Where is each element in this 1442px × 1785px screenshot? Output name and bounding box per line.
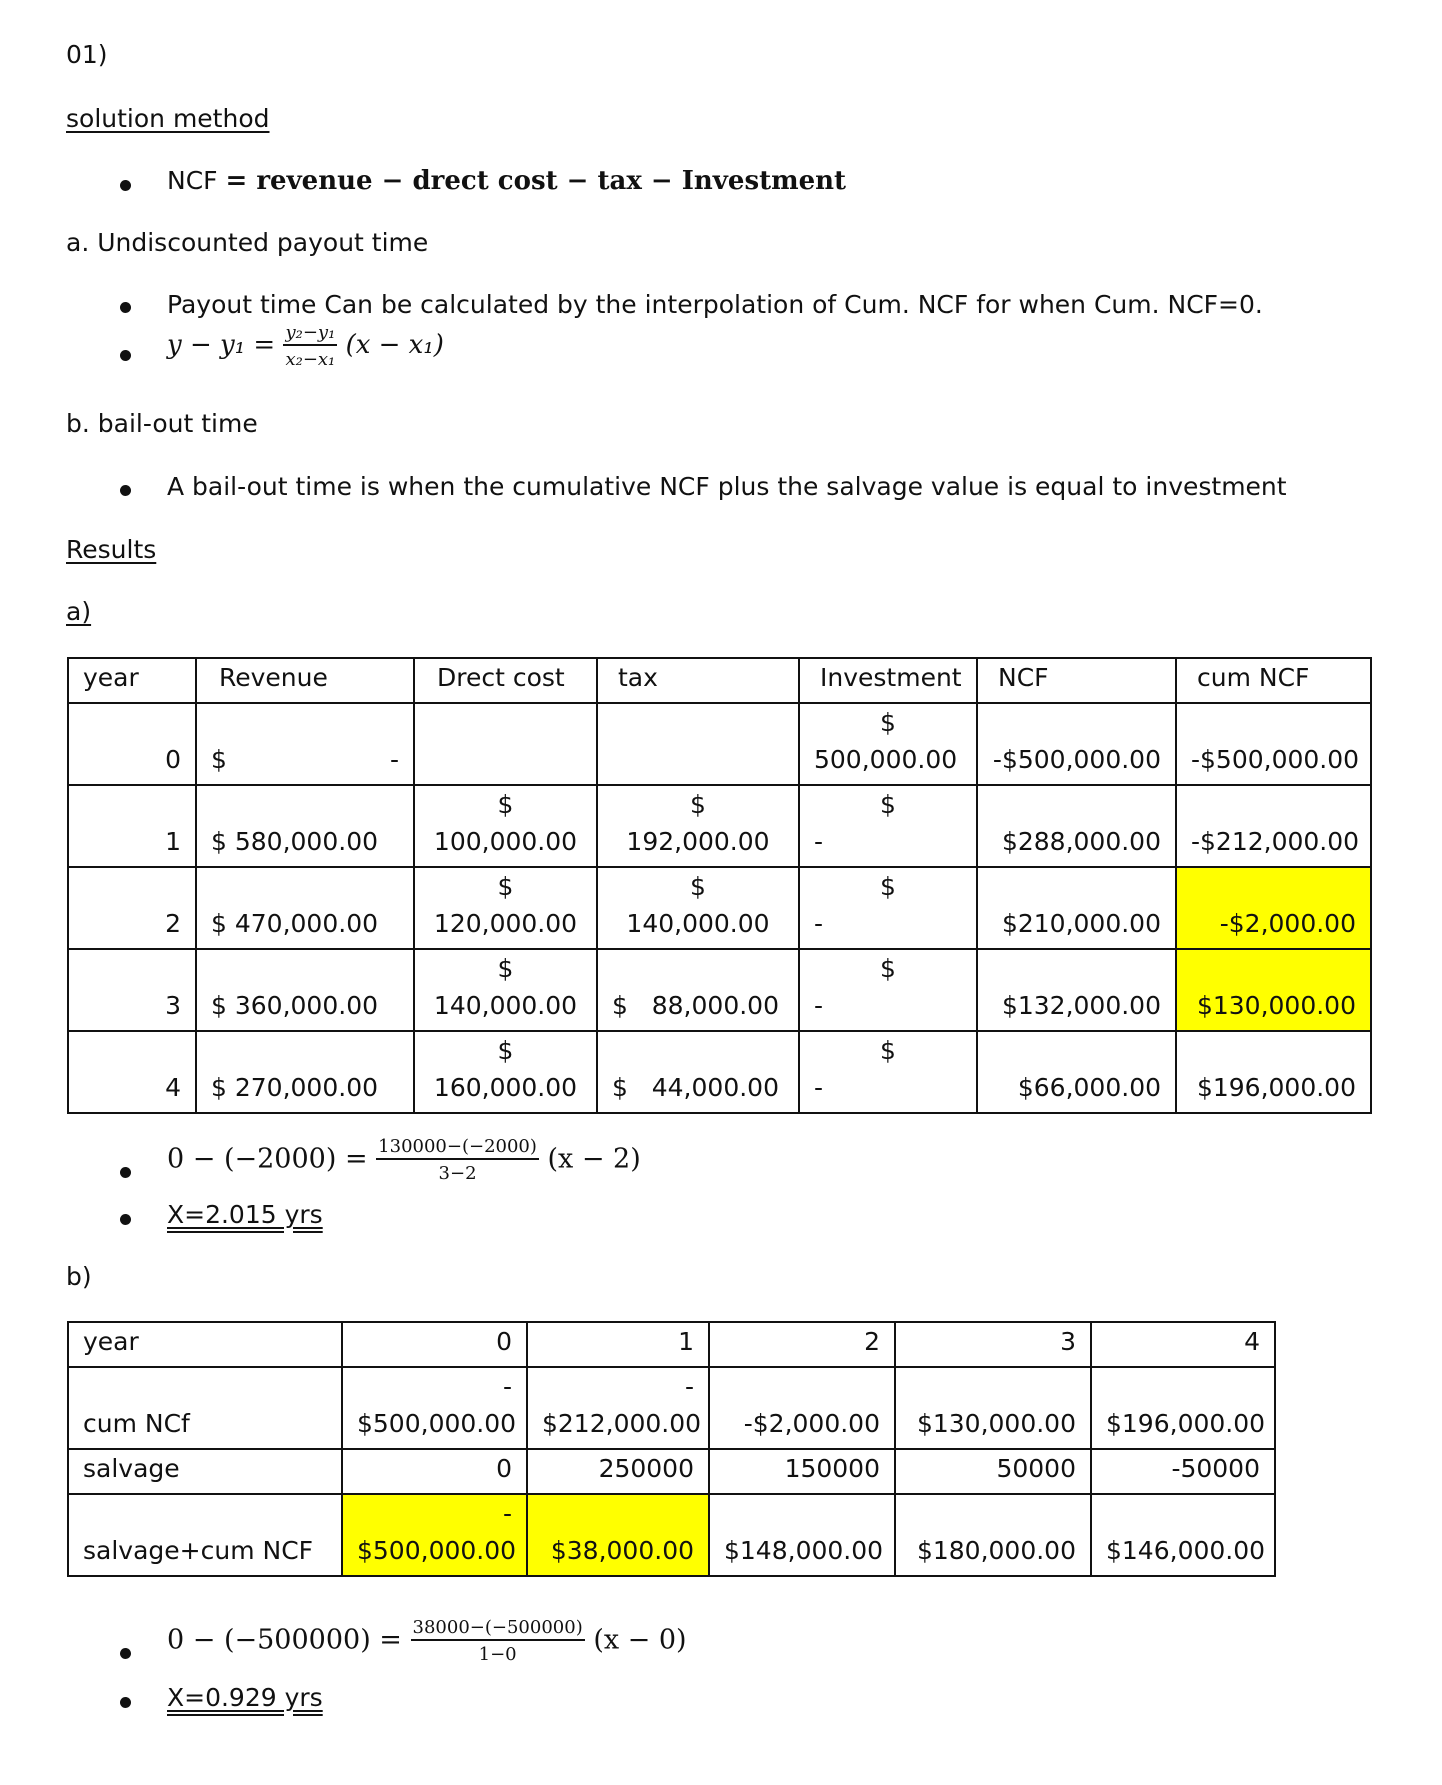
table-row <box>68 1031 1371 1113</box>
cell-salvage: -50000 <box>1091 1449 1275 1494</box>
cell-cum-ncf <box>709 1367 895 1449</box>
ncf-formula <box>167 166 846 196</box>
row-label-salvage: salvage <box>68 1449 342 1494</box>
cell-investment <box>799 1031 977 1113</box>
cell-cum-ncf-highlighted: $130,000.00 <box>1176 949 1371 1031</box>
tax-value: 192,000.00 <box>626 827 770 856</box>
eq-b-numerator: 38000−(−500000) <box>411 1617 585 1641</box>
investment-value: - <box>814 827 824 856</box>
cost-value: 120,000.00 <box>433 909 578 938</box>
cost-symbol: $ <box>497 790 514 819</box>
bullet-icon <box>120 1648 131 1659</box>
cell-revenue <box>196 703 414 785</box>
header-year: year <box>68 1322 342 1367</box>
header-year-3: 3 <box>895 1322 1091 1367</box>
header-year-4: 4 <box>1091 1322 1275 1367</box>
cell-cum-ncf <box>895 1367 1091 1449</box>
eq-a-rhs: (x − 2) <box>547 1143 641 1175</box>
header-drect-cost: Drect cost <box>414 658 597 703</box>
result-a: X=2.015 yrs <box>167 1200 323 1229</box>
cell-investment <box>799 949 977 1031</box>
tax-value: $ 44,000.00 <box>612 1073 779 1102</box>
revenue-value: 360,000.00 <box>234 991 378 1020</box>
bailout-table <box>67 1321 1276 1577</box>
part-b-label: b) <box>66 1262 92 1291</box>
currency-symbol: $ <box>211 909 227 938</box>
cum-ncf-row <box>68 1367 1275 1449</box>
investment-symbol: $ <box>880 708 896 737</box>
bullet-icon <box>120 350 131 361</box>
investment-symbol: $ <box>880 790 896 819</box>
cell-revenue <box>196 1031 414 1113</box>
investment-symbol: $ <box>880 954 896 983</box>
investment-value: - <box>814 909 824 938</box>
cum-value: -$2,000.00 <box>743 1409 880 1438</box>
cell-ncf: $210,000.00 <box>977 867 1176 949</box>
cell-cum-ncf: -$212,000.00 <box>1176 785 1371 867</box>
table-row <box>68 949 1371 1031</box>
bullet-icon <box>120 302 131 313</box>
cell-revenue <box>196 785 414 867</box>
cell-ncf: $132,000.00 <box>977 949 1176 1031</box>
table-row <box>68 703 1371 785</box>
bullet-icon <box>120 1167 131 1178</box>
header-ncf: NCF <box>977 658 1176 703</box>
interp-denominator: x₂−x₁ <box>285 349 336 370</box>
payout-note: Payout time Can be calculated by the interpolation of Cum. NCF for when Cum. NCF=0. <box>167 290 1263 319</box>
cell-revenue <box>196 867 414 949</box>
tax-value: 140,000.00 <box>626 909 770 938</box>
header-investment: Investment <box>799 658 977 703</box>
cell-year: 0 <box>68 703 196 785</box>
cell-investment <box>799 867 977 949</box>
cell-tax <box>597 867 799 949</box>
cell-ncf: -$500,000.00 <box>977 703 1176 785</box>
cell-sum <box>1091 1494 1275 1576</box>
cell-salvage: 50000 <box>895 1449 1091 1494</box>
dash-mark: - <box>502 1499 512 1528</box>
part-a-label: a) <box>66 597 92 626</box>
cum-value: $130,000.00 <box>916 1409 1076 1438</box>
investment-value: - <box>814 1073 824 1102</box>
dash-mark: - <box>684 1372 694 1401</box>
eq-a-numerator: 130000−(−2000) <box>376 1136 539 1160</box>
cell-cum-ncf: -$500,000.00 <box>1176 703 1371 785</box>
cell-drect-cost <box>414 785 597 867</box>
sum-value: $500,000.00 <box>357 1536 517 1565</box>
cell-drect-cost <box>414 703 597 785</box>
cell-year: 3 <box>68 949 196 1031</box>
revenue-value: - <box>389 745 399 774</box>
cell-sum-highlighted <box>342 1494 527 1576</box>
interp-lhs: y − y₁ = <box>167 330 276 360</box>
cell-tax <box>597 785 799 867</box>
table-header-row <box>68 1322 1275 1367</box>
cell-cum-ncf-highlighted: -$2,000.00 <box>1176 867 1371 949</box>
equation-a <box>167 1136 641 1184</box>
cell-investment <box>799 785 977 867</box>
cell-ncf: $288,000.00 <box>977 785 1176 867</box>
cell-year: 1 <box>68 785 196 867</box>
cell-drect-cost <box>414 1031 597 1113</box>
eq-a-fraction <box>376 1136 539 1184</box>
cell-revenue <box>196 949 414 1031</box>
results-heading: Results <box>66 535 157 564</box>
interp-numerator: y₂−y₁ <box>283 322 337 346</box>
bullet-icon <box>120 485 131 496</box>
payout-table <box>67 657 1372 1114</box>
section-b-title: b. bail-out time <box>66 409 258 438</box>
cell-tax <box>597 703 799 785</box>
investment-value: 500,000.00 <box>814 745 958 774</box>
currency-symbol: $ <box>211 1073 227 1102</box>
revenue-value: 580,000.00 <box>234 827 378 856</box>
cell-ncf: $66,000.00 <box>977 1031 1176 1113</box>
bullet-icon <box>120 1697 131 1708</box>
interp-fraction <box>283 322 337 370</box>
revenue-value: 270,000.00 <box>234 1073 378 1102</box>
sum-value: $38,000.00 <box>550 1536 694 1565</box>
bailout-note: A bail-out time is when the cumulative NCF plus the salvage value is equal to investment <box>167 472 1287 501</box>
cum-value: $196,000.00 <box>1106 1409 1266 1438</box>
cell-cum-ncf <box>1091 1367 1275 1449</box>
question-number: 01) <box>66 40 108 69</box>
cell-sum-highlighted <box>527 1494 709 1576</box>
currency-symbol: $ <box>211 991 227 1020</box>
header-revenue: Revenue <box>196 658 414 703</box>
cell-cum-ncf <box>527 1367 709 1449</box>
cost-symbol: $ <box>497 1036 514 1065</box>
header-cum-ncf: cum NCF <box>1176 658 1371 703</box>
eq-a-denominator: 3−2 <box>438 1163 477 1184</box>
method-heading: solution method <box>66 104 270 133</box>
interpolation-formula <box>167 322 444 370</box>
cell-cum-ncf: $196,000.00 <box>1176 1031 1371 1113</box>
cost-value: 100,000.00 <box>433 827 578 856</box>
tax-symbol: $ <box>690 790 706 819</box>
bullet-icon <box>120 1214 131 1225</box>
equation-b <box>167 1617 687 1665</box>
ncf-formula-rhs: = revenue − drect cost − tax − Investment <box>225 166 847 196</box>
eq-b-fraction <box>411 1617 585 1665</box>
ncf-formula-lhs: NCF <box>167 166 218 195</box>
tax-symbol: $ <box>690 872 706 901</box>
eq-b-rhs: (x − 0) <box>593 1624 687 1656</box>
cell-salvage: 0 <box>342 1449 527 1494</box>
header-year-0: 0 <box>342 1322 527 1367</box>
currency-symbol: $ <box>211 745 227 774</box>
cum-value: $212,000.00 <box>542 1409 702 1438</box>
table-header-row <box>68 658 1371 703</box>
cell-sum <box>895 1494 1091 1576</box>
investment-value: - <box>814 991 824 1020</box>
eq-b-denominator: 1−0 <box>478 1644 517 1665</box>
revenue-value: 470,000.00 <box>234 909 378 938</box>
header-year-2: 2 <box>709 1322 895 1367</box>
cell-drect-cost <box>414 867 597 949</box>
cell-salvage: 250000 <box>527 1449 709 1494</box>
sum-value: $180,000.00 <box>916 1536 1076 1565</box>
sum-value: $148,000.00 <box>724 1536 884 1565</box>
section-a-title: a. Undiscounted payout time <box>66 228 429 257</box>
cell-tax <box>597 1031 799 1113</box>
header-year-1: 1 <box>527 1322 709 1367</box>
eq-a-lhs: 0 − (−2000) = <box>167 1143 368 1175</box>
row-label-salvage-cum: salvage+cum NCF <box>68 1494 342 1576</box>
cell-sum <box>709 1494 895 1576</box>
cell-salvage: 150000 <box>709 1449 895 1494</box>
bullet-icon <box>120 180 131 191</box>
header-tax: tax <box>597 658 799 703</box>
cost-value: 140,000.00 <box>433 991 578 1020</box>
cell-cum-ncf <box>342 1367 527 1449</box>
salvage-row <box>68 1449 1275 1494</box>
tax-value: $ 88,000.00 <box>612 991 779 1020</box>
cell-year: 4 <box>68 1031 196 1113</box>
cost-symbol: $ <box>497 954 514 983</box>
investment-symbol: $ <box>880 872 896 901</box>
table-row <box>68 785 1371 867</box>
header-year: year <box>68 658 196 703</box>
cell-investment <box>799 703 977 785</box>
eq-b-lhs: 0 − (−500000) = <box>167 1624 402 1656</box>
dash-mark: - <box>502 1372 512 1401</box>
cell-drect-cost <box>414 949 597 1031</box>
row-label-cum-ncf: cum NCf <box>68 1367 342 1449</box>
table-row <box>68 867 1371 949</box>
currency-symbol: $ <box>211 827 227 856</box>
salvage-plus-cum-row <box>68 1494 1275 1576</box>
cost-symbol: $ <box>497 872 514 901</box>
sum-value: $146,000.00 <box>1106 1536 1266 1565</box>
cost-value: 160,000.00 <box>433 1073 578 1102</box>
investment-symbol: $ <box>880 1036 896 1065</box>
cell-year: 2 <box>68 867 196 949</box>
interp-rhs: (x − x₁) <box>345 330 444 360</box>
cell-tax <box>597 949 799 1031</box>
result-b: X=0.929 yrs <box>167 1683 323 1712</box>
cum-value: $500,000.00 <box>357 1409 517 1438</box>
